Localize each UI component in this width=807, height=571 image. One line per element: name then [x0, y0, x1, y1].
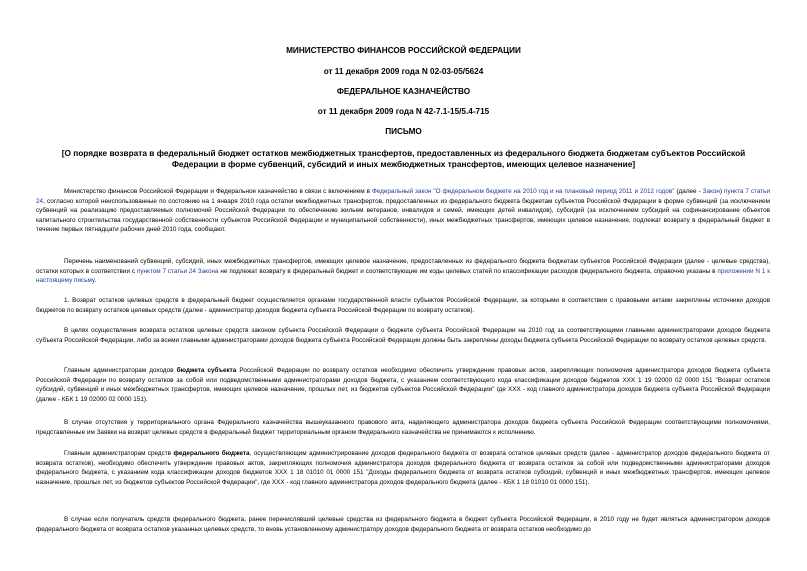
article-link[interactable]: пункта 7 статьи 24 [36, 188, 770, 205]
paragraph-1: 1. Возврат остатков целевых средств в федеральный бюджет осуществляется органами государственной власти субъектов Российской Федерации, за которыми в соответствии с правовыми актами закреплены источники доходов бюджетов по возврату остатков целевых средств (далее - администратор доходов бюджета субъекта Российской Федерации по возврату остатков). [36, 297, 770, 314]
doc-type: ПИСЬМО [385, 127, 422, 136]
law-link[interactable]: Федеральный закон "О федеральном бюджете на 2010 год и на плановый период 2011 и 2012 годов" [371, 188, 675, 195]
text: Перечень наименований субвенций, субсидий, иных межбюджетных трансфертов, имеющих целевое назначение, предоставленных из федерального бюджета бюджетам субъектов Российской Федерации (далее - целевые средства), остатки которых в соответствии с [36, 258, 770, 275]
issuer-treasury: ФЕДЕРАЛЬНОЕ КАЗНАЧЕЙСТВО [336, 87, 471, 96]
paragraph-3 [36, 366, 770, 404]
paragraph-2: В целях осуществления возврата остатков целевых средств законом субъекта Российской Федерации о бюджете субъекта Российской Федерации на 2010 год за соответствующими главными администраторами доходов бюджета субъекта Российской Федерации, либо за всеми главными администраторами доходов бюджета субъекта Российской Федерации должны быть закреплены доходы бюджета субъекта Российской Федерации по возврату остатков целевых средств. [36, 327, 770, 344]
paragraph-intro [36, 187, 770, 235]
document-title: [О порядке возврата в федеральный бюджет остатков межбюджетных трансфертов, предоставленных из федерального бюджета бюджетам субъектов Российской Федерации в форме субвенций, субсидий и иных межбюджетных трансфертов, имеющих целевое назначение] [61, 148, 746, 169]
text: ) [719, 188, 725, 195]
text: . [94, 277, 97, 285]
text: Главным администраторам средств [64, 450, 174, 457]
paragraph-6: В случае если получатель средств федерального бюджета, ранее перечислявший целевые средства из федерального бюджета в бюджет субъекта Российской Федерации, в 2010 году не будет являться администратором доходов федерального бюджета от возврата остатков указанных целевых средств, то вновь установленному администратору доходов федерального бюджета от возврата остатков необходимо до [36, 516, 770, 533]
ministry-date: от 11 декабря 2009 года N 02-03-05/5624 [323, 67, 484, 76]
text: Российской Федерации по возврату остатков необходимо обеспечить утверждение правовых актов, закрепляющих полномочия администратора доходов бюджета субъекта Российской Федерации по возврату остатков за собой или подведомственными администраторами доходов бюджета, с указанием соответствующего кода классификации доходов бюджетов ХХХ 1 19 02000 02 0000 151 "Возврат остатков субсидий, субвенций и иных межбюджетных трансфертов, имеющих целевое назначение, прошлых лет, из бюджетов субъектов Российской Федерации" где ХХХ - код главного администратора доходов бюджета субъекта Российской Федерации (далее - КБК 1 19 02000 02 0000 151). [36, 367, 771, 403]
text: не подлежат возврату в федеральный бюджет и соответствующие им коды целевых статей по классификации расходов федерального бюджета, справочно указаны в [218, 267, 718, 275]
paragraph-4: В случае отсутствия у территориального органа Федерального казначейства вышеуказанного правового акта, наделяющего администратора доходов бюджета субъекта Российской Федерации соответствующими полномочиями, представленные им Заявки на возврат целевых средств в федеральный бюджет территориальным органом Федерального казначейства не принимаются к исполнению. [36, 419, 770, 436]
text: Главным администраторам доходов [64, 367, 177, 374]
text: , осуществляющим администрирование доходов федерального бюджета от возврата остатков целевых средств (далее - администратор доходов федерального бюджета от возврата остатков), необходимо обеспечить утверждение правовых актов, закрепляющих полномочия администратора доходов федерального бюджета от возврата остатков за собой или подведомственными администраторами доходов федерального бюджета, с указанием кода классификации доходов бюджетов ХХХ 1 18 01010 01 0000 151 "Доходы федерального бюджета от возврата остатков субсидий, субвенций и иных межбюджетных трансфертов, имеющих целевое назначение, прошлых лет, из бюджетов субъектов Российской Федерации", где ХХХ - код главного администратора доходов федерального бюджета (далее - КБК 1 18 01010 01 0000 151). [36, 450, 770, 486]
paragraph-list [36, 257, 770, 286]
bold-text: федерального бюджета [173, 450, 250, 457]
paragraph-5 [36, 449, 770, 487]
issuer-ministry: МИНИСТЕРСТВО ФИНАНСОВ РОССИЙСКОЙ ФЕДЕРАЦИИ [286, 46, 521, 55]
text: , согласно которой неиспользованные по состоянию на 1 января 2010 года остатки межбюджетных трансфертов, предоставленных из федерального бюджета бюджетам субъектов Российской Федерации в форме субвенций (за исключением субвенций на реализацию предоставляемых полномочий Российской Федерации по обеспечению жильем ветеранов, инвалидов и семей, имеющих детей инвалидов), субсидий (за исключением субсидий на софинансирование объектов капитального строительства государственной собственности субъектов Российской Федерации и муниципальной собственности), иных межбюджетных трансфертов, имеющих целевое назначение, подлежат возврату в федеральный бюджет в течение первых пятнадцати рабочих дней 2010 года, сообщают. [36, 197, 770, 234]
law-short-link[interactable]: Закон [702, 188, 720, 195]
treasury-date: от 11 декабря 2009 года N 42-7.1-15/5.4-715 [317, 107, 490, 116]
text: (далее - [674, 188, 703, 195]
bold-text: бюджета субъекта [176, 367, 237, 374]
text: Министерство финансов Российской Федерации и Федеральное казначейство в связи с включением в [64, 188, 372, 195]
article-law-link[interactable]: пунктом 7 статьи 24 Закона [136, 267, 219, 275]
appendix-link[interactable]: приложении N 1 к настоящему письму [36, 267, 770, 285]
